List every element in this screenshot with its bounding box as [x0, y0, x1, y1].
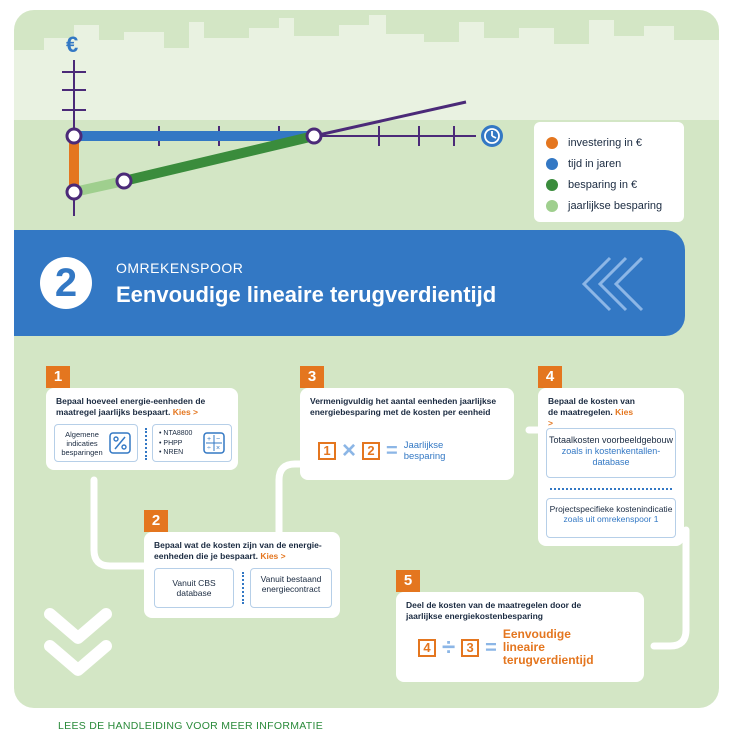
step-3-text: Vermenigvuldig het aantal eenheden jaarlijkse energiebesparing met de kosten per eenheid: [310, 396, 497, 417]
currency-symbol: €: [66, 32, 79, 57]
operand-3: 3: [461, 639, 479, 657]
divider: [550, 488, 672, 490]
legend-item: besparing in €: [546, 174, 672, 195]
percent-icon: [109, 432, 131, 454]
svg-text:−: −: [216, 436, 221, 443]
divider: [145, 428, 147, 460]
kies-link[interactable]: Kies >: [548, 407, 634, 428]
step-2-text: Bepaal wat de kosten zijn van de energie-eenheden die je bespaart.: [154, 540, 322, 561]
page-title: Eenvoudige lineaire terugverdientijd: [116, 282, 497, 307]
kies-link[interactable]: Kies >: [260, 551, 286, 561]
operand-4: 4: [418, 639, 436, 657]
operand-2: 2: [362, 442, 380, 460]
option-energy-contract[interactable]: Vanuit bestaand energiecontract: [250, 568, 332, 608]
svg-text:×: ×: [216, 445, 221, 452]
multiply-icon: ×: [342, 437, 357, 464]
step-4-text: Bepaal de kosten van de maatregelen.: [548, 396, 635, 417]
step-1-text: Bepaal hoeveel energie-eenheden de maatregel jaarlijks bespaart.: [56, 396, 206, 417]
band-kicker: OMREKENSPOOR: [116, 260, 244, 276]
result-annual-saving: Jaarlijkse besparing: [403, 440, 446, 462]
divide-icon: ÷: [442, 633, 456, 661]
legend-item: investering in €: [546, 132, 672, 153]
divider: [242, 572, 244, 604]
step-badge-3: 3: [300, 366, 324, 388]
result-payback-time: Eenvoudige lineaire terugverdientijd: [502, 627, 594, 667]
option-general-indications[interactable]: Algemene indicaties besparingen: [54, 424, 138, 462]
equals-icon: =: [485, 636, 497, 659]
option-calculation-methods[interactable]: • NTA8800 • PHPP • NREN + − ÷ ×: [152, 424, 232, 462]
kies-link[interactable]: Kies >: [172, 407, 198, 417]
equals-icon: =: [386, 440, 398, 462]
formula-multiply: [318, 437, 456, 464]
step-badge-4: 4: [538, 366, 562, 388]
step-badge-2: 2: [144, 510, 168, 532]
legend-item: tijd in jaren: [546, 153, 672, 174]
chevron-left-icon: [576, 252, 656, 316]
svg-text:÷: ÷: [207, 445, 211, 452]
title-band: [14, 230, 685, 336]
calculator-icon: [203, 432, 225, 454]
option-cbs-database[interactable]: Vanuit CBS database: [154, 568, 234, 608]
formula-divide: [418, 628, 603, 667]
step-5-text: Deel de kosten van de maatregelen door de jaarlijkse energiekostenbesparing: [406, 600, 582, 621]
footer-link[interactable]: LEES DE HANDLEIDING VOOR MEER INFORMATIE: [58, 720, 324, 732]
track-number: 2: [40, 257, 92, 309]
option-total-costs[interactable]: Totaalkosten voorbeeldgebouw zoals in kostenkentallen-database: [546, 428, 676, 478]
step-badge-1: 1: [46, 366, 70, 388]
svg-text:+: +: [207, 436, 212, 443]
step-3-card: [300, 388, 514, 480]
option-project-costs[interactable]: Projectspecifieke kostenindicatie zoals uit omrekenspoor 1: [546, 498, 676, 538]
legend-item: jaarlijkse besparing: [546, 195, 672, 216]
step-badge-5: 5: [396, 570, 420, 592]
chevron-down-icon: [44, 606, 124, 696]
operand-1: 1: [318, 442, 336, 460]
